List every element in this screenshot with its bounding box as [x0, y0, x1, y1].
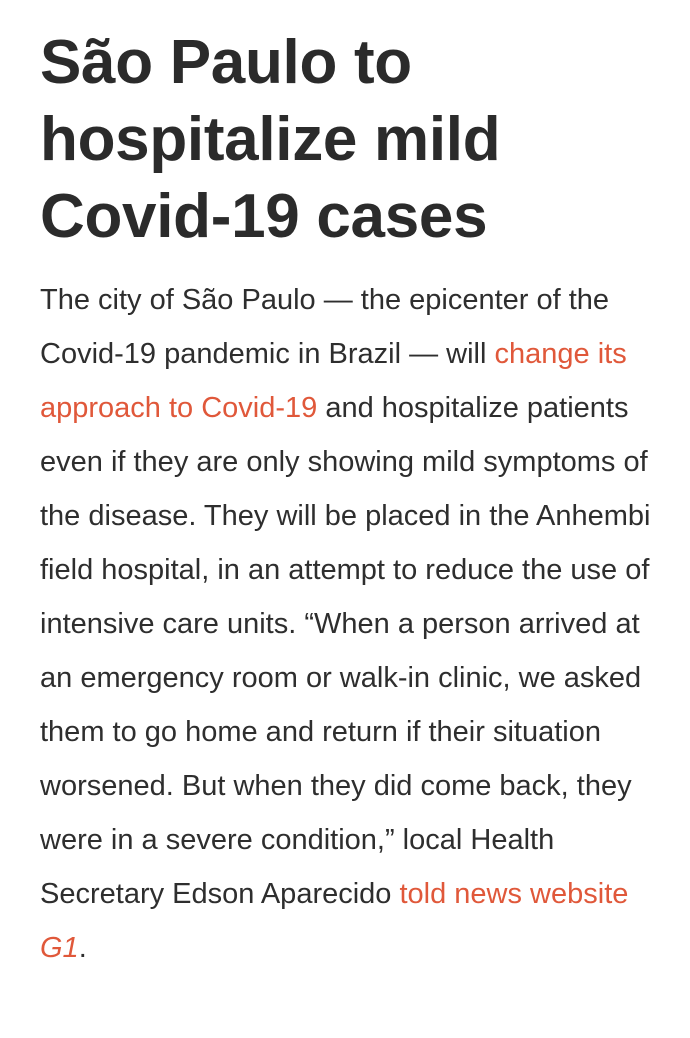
body-text-intro: The city of São Paulo — the epicenter of the Covid-19 pandemic in Brazil — will [40, 284, 610, 370]
article-headline: São Paulo to hospitalize mild Covid-19 cases [40, 28, 501, 251]
link-g1-source-name: G1 [40, 932, 79, 964]
link-g1-source-text: told news website [399, 878, 629, 910]
body-text-end: . [78, 932, 87, 964]
article-body [40, 273, 655, 975]
body-text-middle: and hospitalize patients even if they are only showing mild symptoms of the disease. They will be placed in the Anhembi field hospital, in an attempt to reduce the use of intensive care units. “When a person arrived at an emergency room or walk-in clinic, we asked them to go home and return if their situation worsened. But when they did come back, they were in a severe condition,” local Health Secretary Edson Aparecido [40, 392, 651, 910]
article [40, 24, 655, 975]
link-change-approach[interactable]: change its approach to Covid-19 [40, 338, 627, 424]
